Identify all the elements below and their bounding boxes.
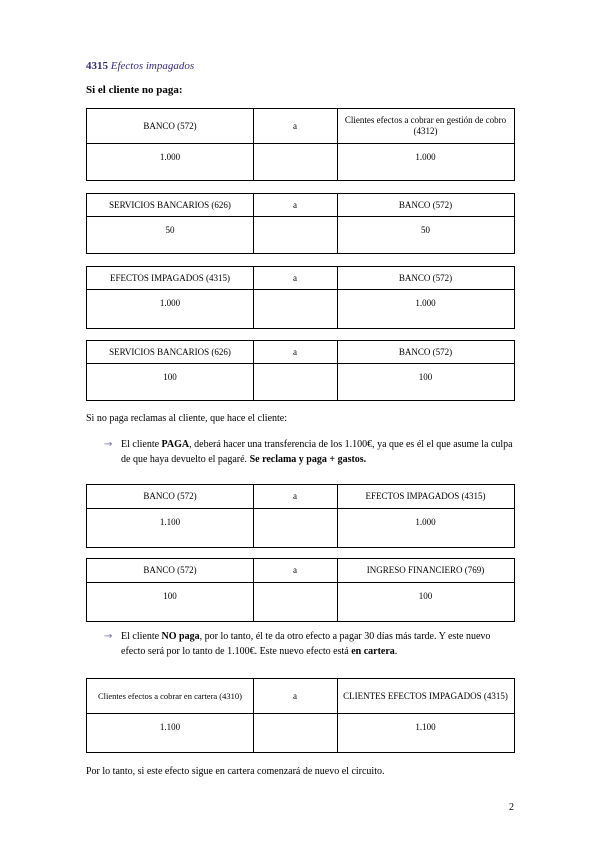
credit-account: BANCO (572) bbox=[398, 199, 453, 210]
section-heading bbox=[86, 60, 194, 72]
credit-amount: 1.000 bbox=[415, 152, 436, 162]
credit-account: Clientes efectos a cobrar en gestión de cobro (4312) bbox=[344, 115, 507, 136]
credit-amount: 1.000 bbox=[415, 298, 436, 308]
journal-entry bbox=[86, 108, 515, 181]
debit-amount: 1.000 bbox=[159, 152, 181, 162]
journal-entry bbox=[86, 484, 515, 548]
closing-paragraph: Por lo tanto, si este efecto sigue en cartera comenzará de nuevo el circuito. bbox=[86, 766, 385, 777]
credit-account: EFECTOS IMPAGADOS (4315) bbox=[365, 491, 486, 501]
debit-amount: 1.100 bbox=[159, 517, 181, 527]
paragraph-intro: Si no paga reclamas al cliente, que hace el cliente: bbox=[86, 413, 288, 424]
bullet-paga: → El cliente PAGA, deberá hacer una transferencia de los 1.100€, ya que es él el que asume la culpa de que haya devuelto el pagaré. Se reclama y paga + gastos. bbox=[104, 439, 513, 465]
debit-amount: 100 bbox=[163, 372, 177, 382]
entry-separator: a bbox=[293, 346, 297, 357]
debit-account: EFECTOS IMPAGADOS (4315) bbox=[109, 272, 231, 283]
entry-separator: a bbox=[293, 272, 297, 283]
debit-account: BANCO (572) bbox=[143, 491, 197, 501]
entry-separator: a bbox=[293, 491, 297, 501]
debit-amount: 1.100 bbox=[159, 722, 181, 732]
credit-amount: 100 bbox=[418, 591, 433, 601]
debit-account: BANCO (572) bbox=[143, 565, 197, 575]
bullet-no-paga: → El cliente NO paga, por lo tanto, él te da otro efecto a pagar 30 días más tarde. Y este nuevo efecto será por lo tanto de 1.100€. Este nuevo efecto está en cartera. bbox=[104, 631, 491, 657]
credit-amount: 50 bbox=[421, 225, 430, 235]
journal-entry bbox=[86, 266, 515, 329]
debit-account: BANCO (572) bbox=[143, 120, 197, 131]
debit-account: SERVICIOS BANCARIOS (626) bbox=[109, 346, 231, 357]
account-name: Efectos impagados bbox=[110, 60, 195, 72]
journal-entry bbox=[86, 678, 515, 753]
debit-account: Clientes efectos a cobrar en cartera (4310) bbox=[98, 690, 242, 701]
credit-account: BANCO (572) bbox=[398, 346, 453, 357]
journal-entry bbox=[86, 340, 515, 401]
debit-account: SERVICIOS BANCARIOS (626) bbox=[109, 199, 231, 210]
journal-entry bbox=[86, 193, 515, 254]
credit-amount: 100 bbox=[418, 372, 433, 382]
credit-amount: 1.000 bbox=[415, 517, 436, 527]
debit-amount: 100 bbox=[163, 591, 177, 601]
subheading: Si el cliente no paga: bbox=[86, 84, 183, 96]
page-number: 2 bbox=[509, 802, 514, 813]
entry-separator: a bbox=[293, 120, 297, 131]
entry-separator: a bbox=[293, 565, 297, 575]
arrow-icon: → bbox=[104, 439, 113, 450]
credit-account: CLIENTES EFECTOS IMPAGADOS (4315) bbox=[343, 690, 508, 701]
journal-entry bbox=[86, 558, 515, 622]
debit-amount: 50 bbox=[165, 225, 175, 235]
credit-amount: 1.100 bbox=[415, 722, 436, 732]
debit-amount: 1.000 bbox=[159, 298, 181, 308]
entry-separator: a bbox=[293, 199, 297, 210]
credit-account: INGRESO FINANCIERO (769) bbox=[366, 565, 485, 575]
account-number: 4315 bbox=[86, 60, 108, 72]
arrow-icon: → bbox=[104, 631, 113, 642]
credit-account: BANCO (572) bbox=[398, 272, 453, 283]
entry-separator: a bbox=[293, 690, 297, 701]
